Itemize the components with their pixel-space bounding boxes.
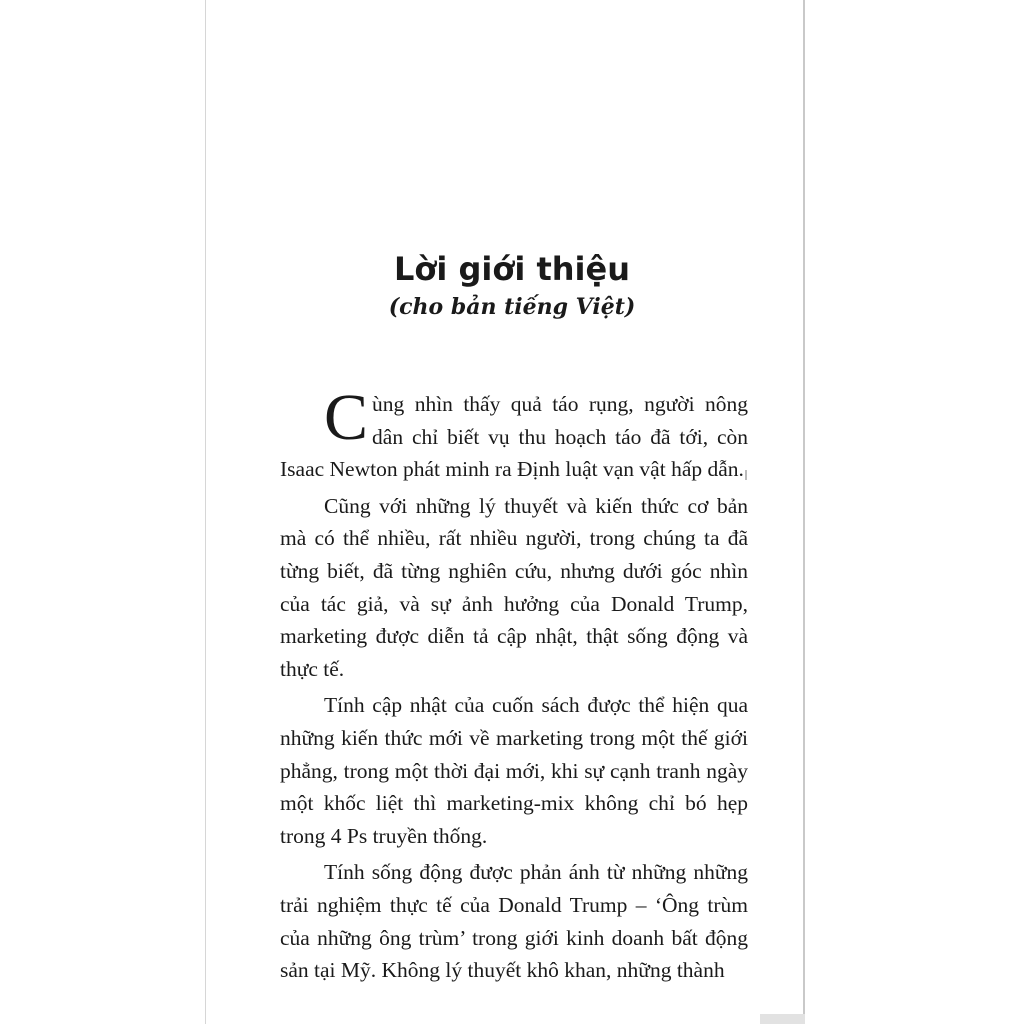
page-subtitle: (cho bản tiếng Việt) bbox=[388, 294, 636, 320]
paragraph-4: Tính sống động được phản ánh từ những những trải nghiệm thực tế của Donald Trump – ‘Ông trùm của những ông trùm’ trong giới kinh doanh bất động sản tại Mỹ. Không lý thuyết khô khan, những thành bbox=[280, 860, 748, 983]
paragraph-2: Cũng với những lý thuyết và kiến thức cơ bản mà có thể nhiều, rất nhiều người, trong chúng ta đã từng biết, đã từng nghiên cứu, nhưng dưới góc nhìn của tác giả, và sự ảnh hưởng của Donald Trump, marketing được diễn tả cập nhật, thật sống động và thực tế. bbox=[280, 493, 748, 681]
drop-cap: C bbox=[324, 381, 369, 454]
body-text bbox=[280, 381, 748, 987]
paragraph-1 bbox=[280, 381, 748, 486]
page-right-edge bbox=[803, 0, 805, 1024]
paragraph-1-text: ùng nhìn thấy quả táo rụng, người nông dân chỉ biết vụ thu hoạch táo đã tới, còn Isaac Newton phát minh ra Định luật vạn vật hấp dẫn. bbox=[280, 392, 748, 482]
page-title: Lời giới thiệu bbox=[394, 250, 630, 288]
page-left-edge bbox=[205, 0, 206, 1024]
page-corner-shadow bbox=[760, 1014, 805, 1024]
paragraph-3: Tính cập nhật của cuốn sách được thể hiện qua những kiến thức mới về marketing trong một thế giới phẳng, trong một thời đại mới, khi sự cạnh tranh ngày một khốc liệt thì marketing-mix không chỉ bó hẹp trong 4 Ps truyền thống. bbox=[280, 693, 748, 848]
